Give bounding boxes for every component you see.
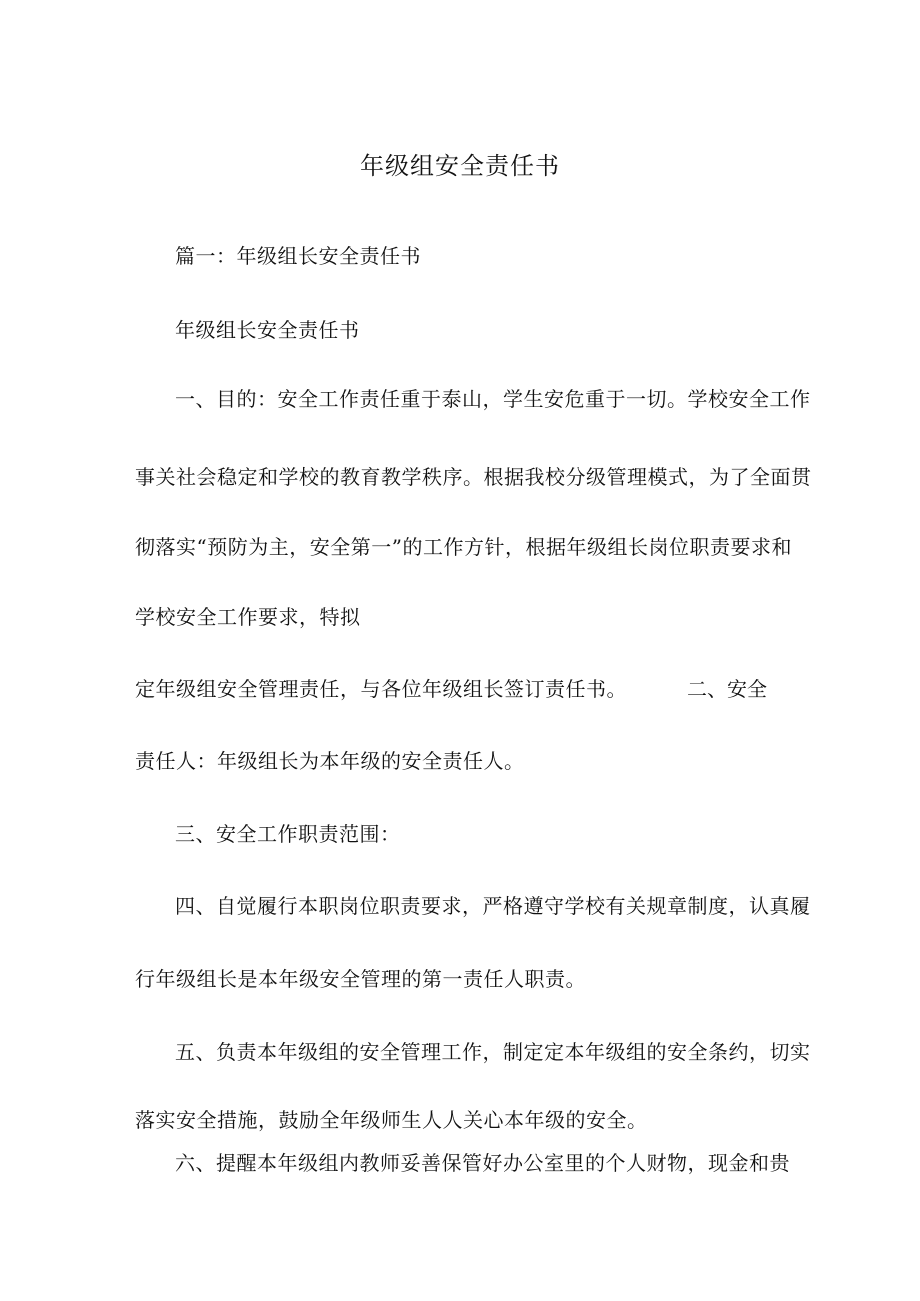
paragraph-line: 三、安全工作职责范围：: [175, 822, 401, 846]
section-heading: 篇一：年级组长安全责任书: [175, 244, 421, 268]
paragraph-line: 落实安全措施，鼓励全年级师生人人关心本年级的安全。: [135, 1108, 648, 1132]
paragraph-line: 行年级组长是本年级安全管理的第一责任人职责。: [135, 967, 586, 991]
paragraph-line: 责任人：年级组长为本年级的安全责任人。: [135, 749, 525, 773]
paragraph-fragment: 二、安全: [687, 677, 767, 701]
paragraph-line: 五、负责本年级组的安全管理工作，制定定本年级组的安全条约，切实: [175, 1040, 811, 1064]
paragraph-line: 彻落实“预防为主，安全第一”的工作方针，根据年级组长岗位职责要求和: [135, 535, 792, 559]
paragraph-line: 六、提醒本年级组内教师妥善保管好办公室里的个人财物，现金和贵: [175, 1151, 790, 1175]
document-title: 年级组安全责任书: [360, 152, 560, 180]
paragraph-line: 事关社会稳定和学校的教育教学秩序。根据我校分级管理模式，为了全面贯: [135, 465, 812, 489]
paragraph-line: 定年级组安全管理责任，与各位年级组长签订责任书。: [135, 677, 627, 701]
paragraph-line: 一、目的：安全工作责任重于泰山，学生安危重于一切。学校安全工作: [175, 387, 811, 411]
paragraph-line: 学校安全工作要求，特拟: [135, 605, 361, 629]
paragraph-line: 四、自觉履行本职岗位职责要求，严格遵守学校有关规章制度，认真履: [175, 894, 811, 918]
subtitle: 年级组长安全责任书: [175, 318, 360, 342]
